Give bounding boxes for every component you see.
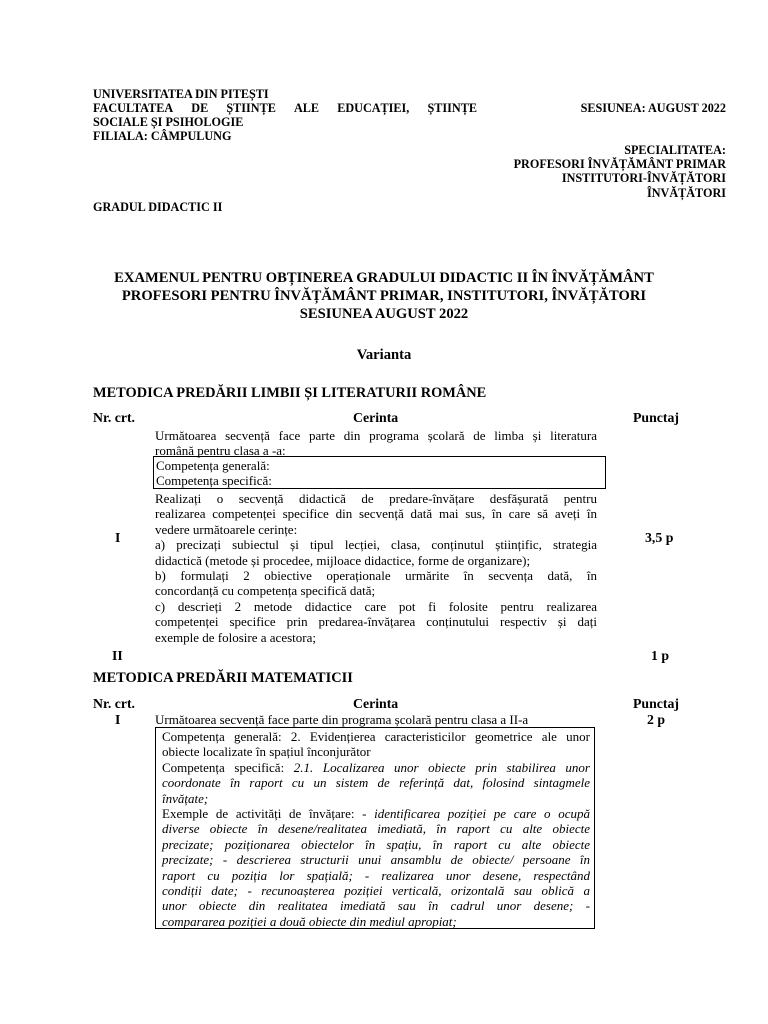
specialty-label: SPECIALITATEA: [624, 143, 726, 157]
item-1-number: I [115, 530, 121, 545]
item-2-number: II [112, 648, 123, 663]
text-line: compararea poziției a două obiecte din mediul apropiat; [162, 913, 457, 929]
text-line: b) formulați 2 obiective operaționale urmărite în secvența dată, în [155, 568, 597, 584]
section-math-heading: METODICA PREDĂRII MATEMATICII [93, 670, 353, 686]
math-item-1-number: I [115, 712, 121, 727]
text-line: română pentru clasa a -a: [155, 443, 286, 459]
faculty-line-2: SOCIALE ȘI PSIHOLOGIE [93, 115, 244, 129]
text-line: vedere următoarele cerințe: [155, 521, 298, 537]
text-line: exemple de folosire a acestora; [155, 629, 316, 645]
faculty-line-1 [93, 101, 477, 116]
col-nr-header: Nr. crt. [93, 696, 136, 711]
math-intro: Următoarea secvență face parte din programa școlară pentru clasa a II-a [155, 712, 529, 727]
activities-label: Exemple de activități de învățare: - [162, 806, 375, 822]
variant-label: Varianta [356, 347, 412, 363]
item-1-points: 3,5 p [645, 530, 674, 545]
text-line [162, 760, 590, 775]
branch-name: FILIALA: CÂMPULUNG [93, 129, 232, 143]
faculty-word: ȘTIINȚE [226, 101, 276, 115]
text-line: competenței specifice prin predarea-învățarea conținutului respectiv și dați [155, 614, 597, 630]
text-line: Competența generală: 2. Evidențierea caracteristicilor geometrice ale unor [162, 729, 590, 744]
specific-competence-text: 2.1. Localizarea unor obiecte prin stabilirea unor [293, 759, 590, 775]
text-line: realizarea competenței specifice din secvență dată mai sus, în care să aveți în [155, 506, 597, 522]
col-requirement-header: Cerinta [353, 410, 399, 425]
col-points-header: Punctaj [633, 696, 679, 711]
section1-intro [155, 428, 597, 459]
exam-title-line-3: SESIUNEA AUGUST 2022 [299, 306, 469, 322]
general-competence-label: Competența generală: [156, 458, 270, 473]
text-line: diverse obiecte în desene/realitatea imediată, în raport cu alte obiecte [162, 821, 590, 837]
col-requirement-header: Cerinta [353, 696, 399, 711]
section-romanian-heading: METODICA PREDĂRII LIMBII ȘI LITERATURII ROMÂNE [93, 385, 487, 401]
specialty-3: ÎNVĂȚĂTORI [646, 186, 726, 200]
faculty-word: ȘTIINȚE [427, 101, 477, 115]
text-line: Următoarea secvență face parte din programa școlară de limba și literatura [155, 428, 597, 443]
faculty-word: FACULTATEA [93, 101, 174, 115]
text-line: a) precizați subiectul și tipul lecției, clasa, conținutul științific, strategia [155, 537, 597, 553]
text-line: învățate; [162, 790, 209, 806]
col-nr-header: Nr. crt. [93, 410, 136, 425]
math-item-1-points: 2 p [647, 712, 666, 727]
text-line [162, 806, 590, 821]
activities-text: identificarea poziției pe care o ocupă [374, 806, 590, 822]
faculty-word: DE [191, 101, 209, 115]
text-line: unor obiecte din realitatea imediată sau în cadrul unor desene; - [162, 898, 590, 914]
exam-title-line-2: PROFESORI PENTRU ÎNVĂȚĂMÂNT PRIMAR, INSTITUTORI, ÎNVĂȚĂTORI [121, 288, 647, 304]
text-line: precizate; - descrierea structurii unui ansamblu de obiecte/ persoane în [162, 852, 590, 868]
item-2-points: 1 p [651, 648, 670, 663]
faculty-word: ALE [294, 101, 320, 115]
section1-task-text [155, 491, 597, 645]
session-label: SESIUNEA: AUGUST 2022 [580, 101, 726, 115]
text-line: c) descrieți 2 metode didactice care pot fi folosite pentru realizarea [155, 598, 597, 614]
specialty-1: PROFESORI ÎNVĂȚĂMÂNT PRIMAR [513, 157, 726, 171]
col-points-header: Punctaj [633, 410, 679, 425]
text-line: precizate; poziționarea obiectelor în spațiu, în raport cu alte obiecte [162, 836, 590, 852]
text-line: didactică (metode și procedee, mijloace didactice, forme de organizare); [155, 552, 531, 568]
text-line: Realizați o secvență didactică de predare-învățare desfășurată pentru [155, 491, 597, 506]
specific-competence-label: Competența specifică: [162, 759, 294, 775]
text-line: raport cu poziția lor spațială; - realizarea unor desene, respectând [162, 867, 590, 883]
university-name: UNIVERSITATEA DIN PITEȘTI [93, 87, 269, 101]
specific-competence-label: Competența specifică: [156, 473, 272, 488]
faculty-word: EDUCAȚIEI, [337, 101, 410, 115]
text-line: concordanță cu competența specifică dată; [155, 583, 376, 599]
text-line: coordonate în raport cu un sistem de referință dat, folosind sintagmele [162, 775, 590, 791]
math-box-text [162, 729, 590, 929]
text-line: condiții date; - recunoașterea poziției verticală, orizontală sau oblică a [162, 883, 590, 899]
degree-label: GRADUL DIDACTIC II [93, 200, 223, 214]
specialty-2: INSTITUTORI-ÎNVĂȚĂTORI [561, 171, 726, 185]
exam-title-line-1: EXAMENUL PENTRU OBȚINEREA GRADULUI DIDACTIC II ÎN ÎNVĂȚĂMÂNT [114, 270, 654, 286]
text-line: obiecte localizate în spațiul înconjurător [162, 744, 371, 760]
